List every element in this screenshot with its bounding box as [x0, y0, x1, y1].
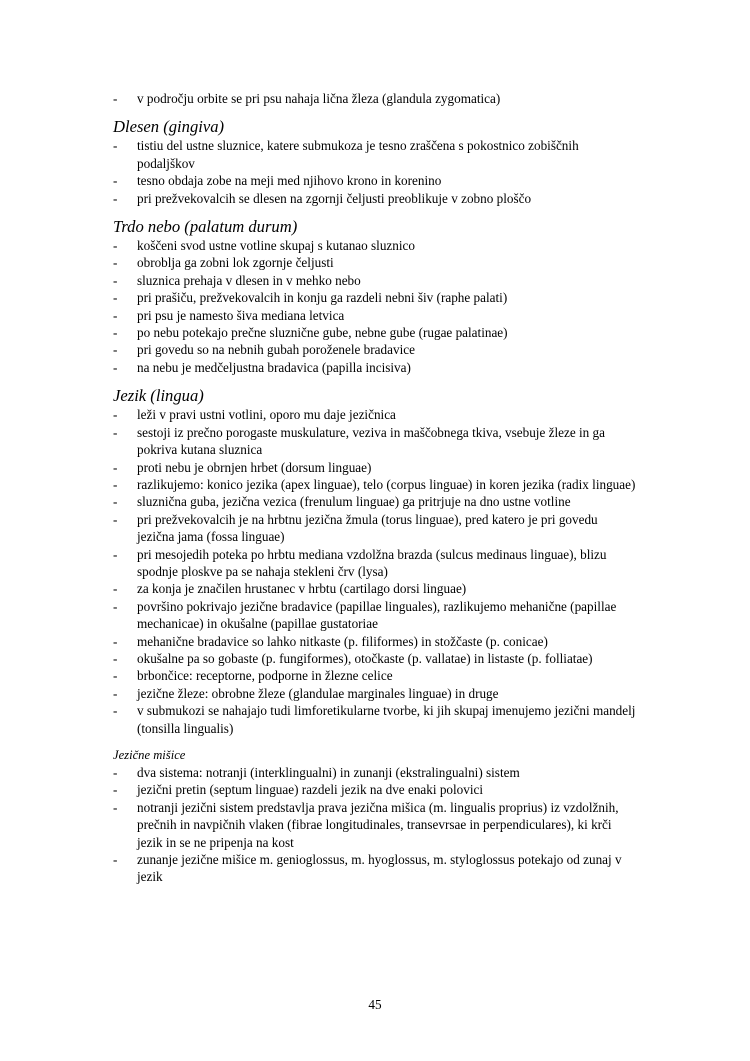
subsection-heading-jezicne-misice: Jezične mišice: [113, 748, 186, 762]
list-item: - tistiu del ustne sluznice, katere submukoza je tesno zraščena s pokostnico zobiščnih podaljškov: [113, 138, 579, 171]
list-item: - sluznična guba, jezična vezica (frenulum linguae) ga pritrjuje na dno ustne votline: [113, 494, 571, 510]
section-heading-trdo-nebo: Trdo nebo (palatum durum): [113, 217, 298, 237]
list-item: - razlikujemo: konico jezika (apex linguae), telo (corpus linguae) in koren jezika (radix linguae): [113, 476, 636, 492]
list-item: - sluznica prehaja v dlesen in v mehko nebo: [113, 272, 361, 288]
list-item: - dva sistema: notranji (interklingualni) in zunanji (ekstralingualni) sistem: [113, 765, 520, 780]
list-item: - proti nebu je obrnjen hrbet (dorsum linguae): [113, 459, 372, 475]
list-item: - jezične žleze: obrobne žleze (glandulae marginales linguae) in druge: [113, 685, 499, 701]
page-content: [113, 90, 638, 886]
list-item: - pri psu je namesto šiva mediana letvica: [113, 307, 345, 323]
page-number: 45: [368, 997, 382, 1012]
list-item: - jezični pretin (septum linguae) razdeli jezik na dve enaki polovici: [113, 782, 484, 798]
list-item: - sestoji iz prečno porogaste muskulature, veziva in maščobnega tkiva, vsebuje žleze in ga pokriva kutana sluznica: [113, 424, 605, 458]
list-item: - brbončice: receptorne, podporne in žlezne celice: [113, 668, 393, 684]
list-item: - v submukozi se nahajajo tudi limforetikularne tvorbe, ki jih skupaj imenujemo jezični mandelj (tonsilla lingualis): [113, 703, 636, 736]
list-item: - pri mesojedih poteka po hrbtu mediana vzdolžna brazda (sulcus medinaus linguae), blizu spodnje ploskve pa se nahaja stekleni črv (lysa): [113, 546, 607, 579]
list-item: - leži v pravi ustni votlini, oporo mu daje jezičnica: [113, 407, 396, 423]
list-item: - tesno obdaja zobe na meji med njihovo krono in korenino: [113, 173, 442, 189]
list-item: - koščeni svod ustne votline skupaj s kutanao sluznico: [113, 238, 415, 254]
section-heading-dlesen: Dlesen (gingiva): [113, 117, 225, 137]
list-item: - notranji jezični sistem predstavlja prava jezična mišica (m. lingualis proprius) iz vzdolžnih, prečnih in navpičnih vlaken (fibrae longitudinales, transevrsae in perpendiculares), ki krči jezik in se ne pripenja na kost: [113, 799, 619, 850]
list-item: - pri govedu so na nebnih gubah poroženele bradavice: [113, 342, 415, 358]
list-item: - mehanične bradavice so lahko nitkaste (p. filiformes) in stožčaste (p. conicae): [113, 633, 548, 649]
list-item: - obroblja ga zobni lok zgornje čeljusti: [113, 255, 334, 271]
list-item: - okušalne pa so gobaste (p. fungiformes), otočkaste (p. vallatae) in listaste (p. folliatae): [113, 650, 593, 666]
list-item: - za konja je značilen hrustanec v hrbtu (cartilago dorsi linguae): [113, 581, 467, 597]
list-item: - zunanje jezične mišice m. genioglossus, m. hyoglossus, m. styloglossus potekajo od zunaj v jezik: [113, 852, 622, 885]
list-item: - površino pokrivajo jezične bradavice (papillae linguales), razlikujemo mehanične (papillae mechanicae) in okušalne (papillae gustatoriae: [113, 598, 617, 632]
list-item: - na nebu je medčeljustna bradavica (papilla incisiva): [113, 359, 411, 375]
list-item: - v področju orbite se pri psu nahaja lična žleza (glandula zygomatica): [113, 91, 501, 106]
list-item: - pri prašiču, prežvekovalcih in konju ga razdeli nebni šiv (raphe palati): [113, 290, 508, 306]
section-heading-jezik: Jezik (lingua): [113, 386, 204, 406]
list-item: - pri prežvekovalcih se dlesen na zgornji čeljusti preoblikuje v zobno ploščo: [113, 190, 532, 206]
list-item: - pri prežvekovalcih je na hrbtnu jezična žmula (torus linguae), pred katero je pri govedu jezična jama (fossa linguae): [113, 511, 598, 545]
list-item: - po nebu potekajo prečne sluznične gube, nebne gube (rugae palatinae): [113, 325, 508, 341]
